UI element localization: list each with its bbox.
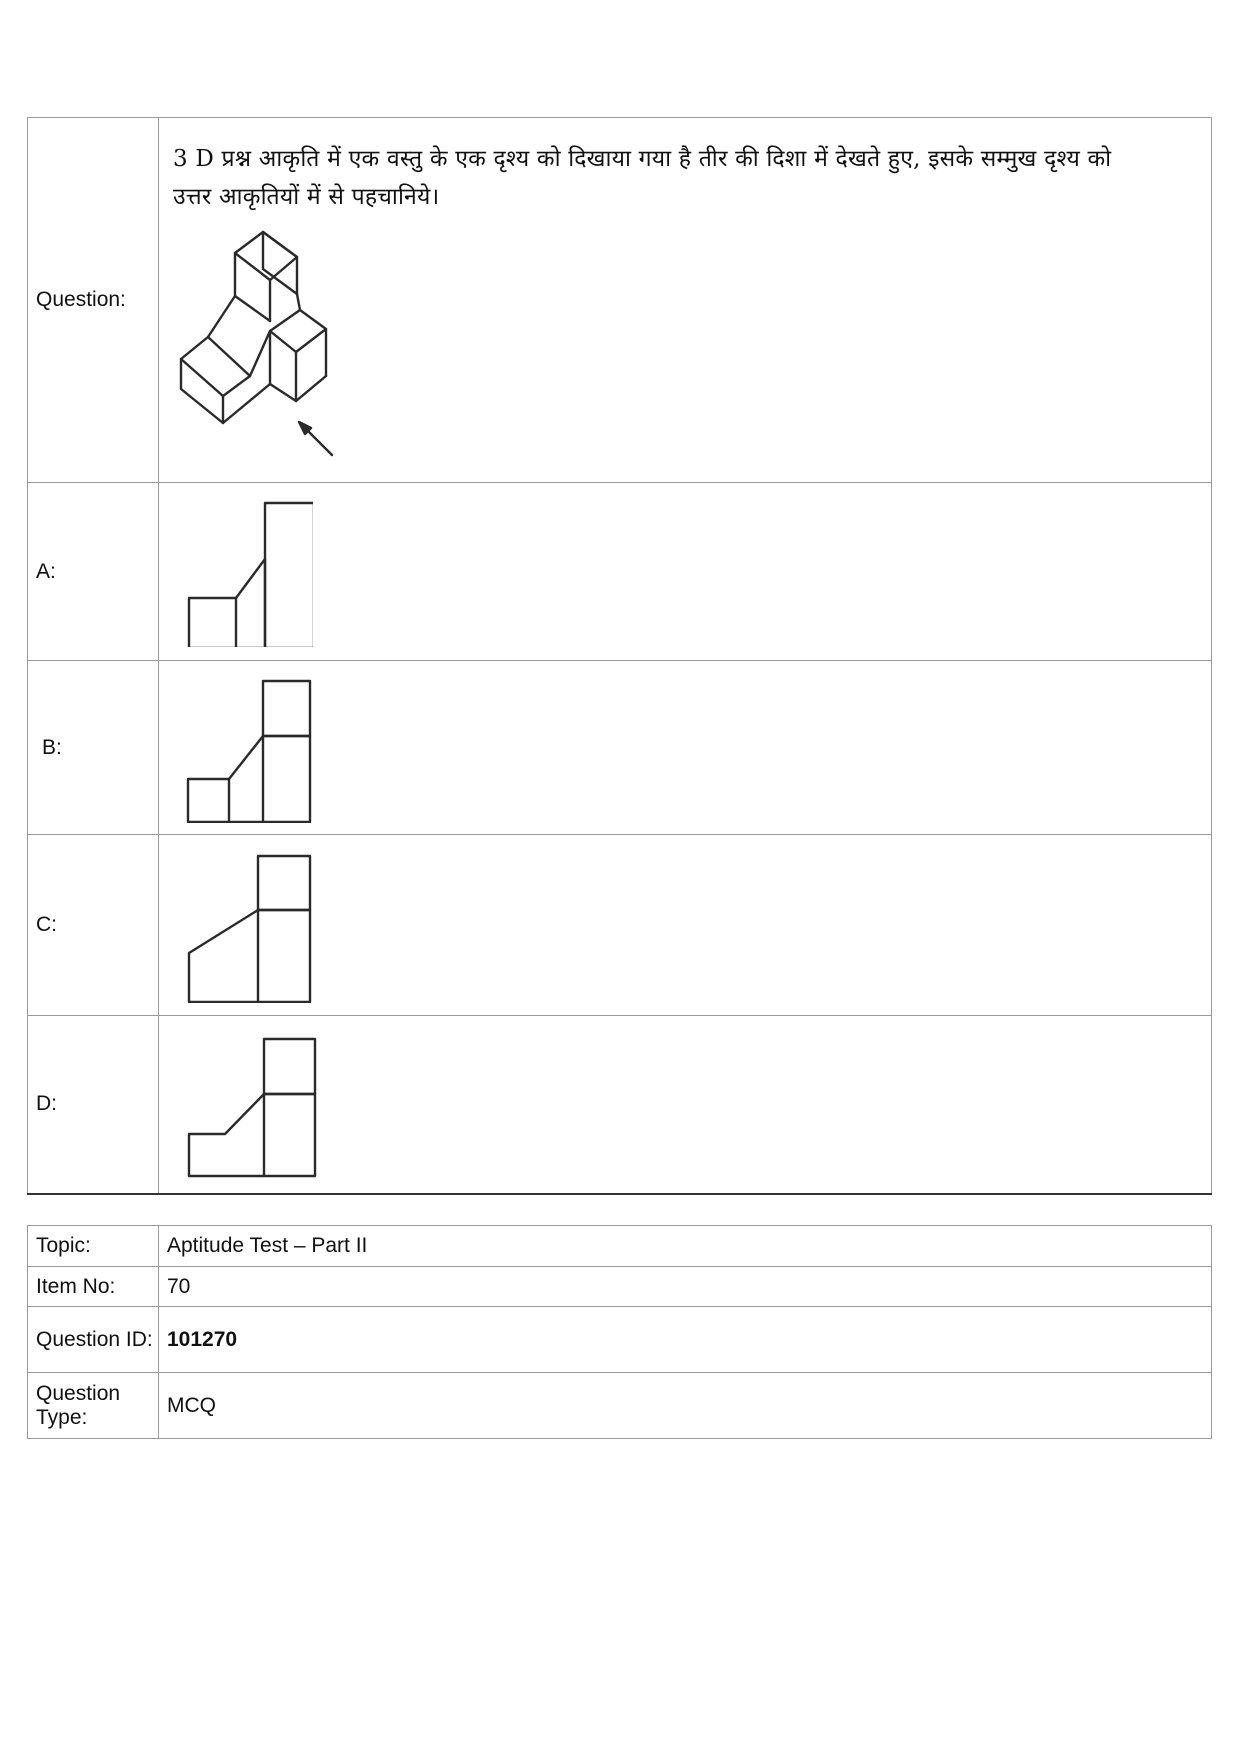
topic-label: Topic: — [28, 1226, 159, 1267]
item-no-label: Item No: — [28, 1267, 159, 1307]
item-no-row — [28, 1267, 1212, 1307]
option-a-content[interactable] — [159, 483, 1212, 661]
right-box-top — [270, 310, 326, 352]
question-text-line-1: 3 D प्रश्न आकृति में एक वस्तु के एक दृश्य को दिखाया गया है तीर की दिशा में देखते हुए, इसके सम्मुख दृश्य को — [173, 146, 1112, 172]
question-type-value: MCQ — [159, 1373, 1212, 1439]
topic-value: Aptitude Test – Part II — [159, 1226, 1212, 1267]
question-table — [27, 117, 1212, 1195]
option-a-label: A: — [28, 483, 159, 661]
question-label: Question: — [28, 118, 159, 483]
option-row-a — [28, 483, 1212, 661]
option-c-figure — [173, 848, 313, 1003]
question-type-row — [28, 1373, 1212, 1439]
option-d-figure — [173, 1029, 318, 1179]
option-row-d — [28, 1016, 1212, 1194]
tall-box-top — [235, 232, 297, 280]
question-type-label: Question Type: — [28, 1373, 159, 1439]
option-b-label: B: — [28, 661, 159, 835]
question-text — [173, 140, 1203, 216]
option-b-figure — [173, 673, 313, 823]
option-row-c — [28, 835, 1212, 1016]
question-id-value: 101270 — [159, 1307, 1212, 1373]
question-content — [159, 118, 1212, 483]
question-row — [28, 118, 1212, 483]
option-c-label: C: — [28, 835, 159, 1016]
option-d-content[interactable] — [159, 1016, 1212, 1194]
option-row-b — [28, 661, 1212, 835]
option-d-label: D: — [28, 1016, 159, 1194]
question-3d-figure — [173, 224, 373, 474]
question-text-line-2: उत्तर आकृतियों में से पहचानिये। — [173, 184, 440, 210]
item-no-value: 70 — [159, 1267, 1212, 1307]
metadata-table — [27, 1225, 1212, 1439]
option-a-figure — [173, 497, 313, 647]
question-id-row — [28, 1307, 1212, 1373]
option-c-content[interactable] — [159, 835, 1212, 1016]
question-id-label: Question ID: — [28, 1307, 159, 1373]
topic-row — [28, 1226, 1212, 1267]
tall-box-front — [263, 232, 297, 294]
option-b-content[interactable] — [159, 661, 1212, 835]
left-box-top — [181, 337, 250, 396]
